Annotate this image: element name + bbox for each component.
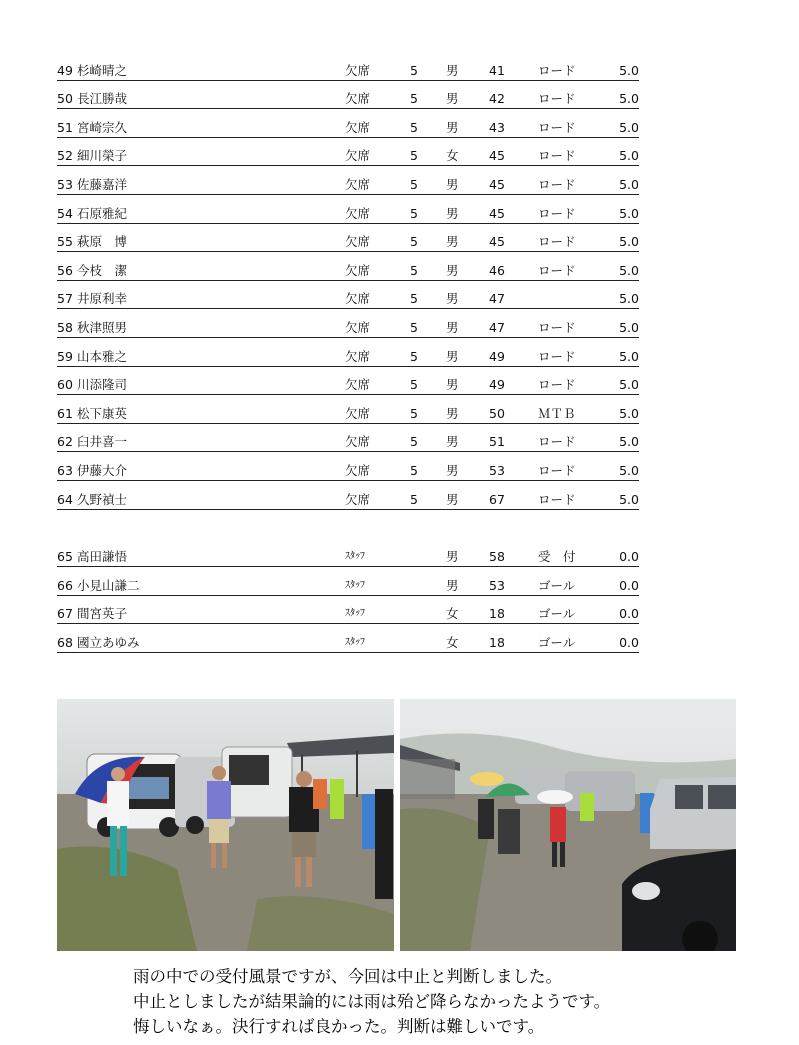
entry-distance: 5 [410,91,418,107]
table-row [57,138,639,167]
table-row [57,81,639,110]
entry-sex: 男 [446,491,459,507]
entry-name: 秋津照男 [77,319,128,335]
table-row [57,481,639,510]
entry-sex: 男 [446,176,459,192]
entry-status: 欠席 [345,434,371,450]
entry-distance: 5 [410,148,418,164]
entry-score: 0.0 [619,606,639,622]
entry-name: 小見山謙二 [77,577,140,593]
entry-status: 欠席 [345,291,371,307]
entry-number: 68 [57,634,73,650]
entry-score: 5.0 [619,62,639,78]
entry-name: 佐藤嘉洋 [77,176,128,192]
entry-status: 欠席 [345,176,371,192]
entry-number: 53 [57,176,73,192]
entry-score: 0.0 [619,634,639,650]
entry-status: ｽﾀｯﾌ [345,579,365,591]
entry-age: 45 [489,148,505,164]
entry-number: 64 [57,491,73,507]
entry-bike-type: ロード [538,148,576,164]
entry-status: 欠席 [345,462,371,478]
entry-age: 47 [489,291,505,307]
entry-bike-type: ロード [538,434,576,450]
reception-photo-left [57,699,394,951]
entry-bike-type: ロード [538,119,576,135]
photo-caption [133,964,610,1039]
entry-sex: 男 [446,577,459,593]
caption-line-1: 雨の中での受付風景ですが、今回は中止と判断しました。 [133,967,562,986]
photo-left-scene [57,699,394,951]
entry-sex: 女 [446,606,459,622]
entry-bike-type: ゴール [538,606,576,622]
entry-number: 55 [57,234,73,250]
table-row [57,252,639,281]
entry-age: 43 [489,119,505,135]
table-row [57,539,639,568]
entry-number: 62 [57,434,73,450]
entry-number: 63 [57,462,73,478]
entry-number: 50 [57,91,73,107]
entry-bike-type: ロード [538,377,576,393]
entry-sex: 男 [446,119,459,135]
table-row [57,452,639,481]
entry-score: 5.0 [619,262,639,278]
entry-number: 67 [57,606,73,622]
entry-score: 5.0 [619,377,639,393]
entry-name: 井原利幸 [77,291,128,307]
entry-name: 山本雅之 [77,348,128,364]
table-row [57,424,639,453]
entry-score: 0.0 [619,549,639,565]
entry-name: 宮崎宗久 [77,119,128,135]
entry-number: 52 [57,148,73,164]
entry-distance: 5 [410,176,418,192]
entry-sex: 男 [446,348,459,364]
entry-status: 欠席 [345,377,371,393]
caption-line-3: 悔しいなぁ。決行すれば良かった。判断は難しいです。 [133,1017,545,1036]
participant-table [57,52,639,653]
entry-score: 5.0 [619,291,639,307]
entry-status: 欠席 [345,405,371,421]
entry-bike-type: 受 付 [538,549,576,565]
table-row [57,338,639,367]
table-row [57,624,639,653]
entry-number: 51 [57,119,73,135]
table-row [57,52,639,81]
entry-sex: 男 [446,205,459,221]
entry-bike-type: ロード [538,205,576,221]
entry-status: ｽﾀｯﾌ [345,551,365,563]
entry-score: 5.0 [619,91,639,107]
entry-distance: 5 [410,119,418,135]
entry-status: 欠席 [345,491,371,507]
entry-name: 細川榮子 [77,148,128,164]
table-row [57,596,639,625]
entry-age: 53 [489,577,505,593]
entry-sex: 男 [446,62,459,78]
entry-bike-type: ロード [538,91,576,107]
entry-number: 61 [57,405,73,421]
entry-name: 國立あゆみ [77,634,140,650]
entry-distance: 5 [410,234,418,250]
entry-number: 59 [57,348,73,364]
entry-number: 60 [57,377,73,393]
entry-name: 川添隆司 [77,377,128,393]
entry-sex: 女 [446,634,459,650]
entry-name: 伊藤大介 [77,462,128,478]
entry-age: 47 [489,319,505,335]
entry-score: 5.0 [619,348,639,364]
entry-status: 欠席 [345,62,371,78]
entry-distance: 5 [410,291,418,307]
entry-status: 欠席 [345,91,371,107]
entry-name: 今枝 潔 [77,262,128,278]
entry-bike-type: ロード [538,176,576,192]
entry-distance: 5 [410,434,418,450]
entry-number: 58 [57,319,73,335]
entry-bike-type: ゴール [538,634,576,650]
entry-score: 5.0 [619,205,639,221]
entry-number: 57 [57,291,73,307]
entry-status: 欠席 [345,348,371,364]
entry-sex: 男 [446,262,459,278]
entry-score: 5.0 [619,234,639,250]
entry-distance: 5 [410,262,418,278]
entry-age: 41 [489,62,505,78]
entry-sex: 男 [446,405,459,421]
entry-name: 高田謙悟 [77,549,128,565]
entry-name: 萩原 博 [77,234,128,250]
entry-bike-type: ロード [538,319,576,335]
entry-age: 18 [489,606,505,622]
entry-sex: 男 [446,549,459,565]
entry-score: 5.0 [619,462,639,478]
entry-bike-type: ロード [538,462,576,478]
entry-score: 5.0 [619,434,639,450]
entry-age: 45 [489,176,505,192]
entry-status: 欠席 [345,148,371,164]
caption-line-2: 中止としましたが結果論的には雨は殆ど降らなかったようです。 [133,992,611,1011]
table-row [57,367,639,396]
entry-score: 0.0 [619,577,639,593]
entry-score: 5.0 [619,148,639,164]
entry-bike-type: ロード [538,234,576,250]
entry-distance: 5 [410,405,418,421]
entry-sex: 男 [446,319,459,335]
entry-age: 45 [489,234,505,250]
entry-number: 54 [57,205,73,221]
entry-status: 欠席 [345,205,371,221]
entry-age: 58 [489,549,505,565]
entry-sex: 男 [446,377,459,393]
table-row [57,281,639,310]
entry-sex: 男 [446,91,459,107]
entry-age: 42 [489,91,505,107]
table-row [57,395,639,424]
entry-status: 欠席 [345,262,371,278]
entry-sex: 男 [446,462,459,478]
entry-score: 5.0 [619,119,639,135]
entry-score: 5.0 [619,176,639,192]
entry-status: ｽﾀｯﾌ [345,636,365,648]
entry-distance: 5 [410,319,418,335]
entry-bike-type: ロード [538,491,576,507]
entry-bike-type: ゴール [538,577,576,593]
entry-number: 49 [57,62,73,78]
entry-sex: 女 [446,148,459,164]
entry-sex: 男 [446,234,459,250]
entry-age: 67 [489,491,505,507]
table-row [57,166,639,195]
entry-age: 45 [489,205,505,221]
participant-rows [57,52,639,510]
entry-name: 杉崎晴之 [77,62,128,78]
entry-distance: 5 [410,377,418,393]
entry-status: 欠席 [345,119,371,135]
entry-distance: 5 [410,491,418,507]
entry-bike-type: ＭＴＢ [538,405,576,421]
table-row [57,195,639,224]
table-row [57,109,639,138]
entry-name: 久野禎士 [77,491,128,507]
entry-age: 49 [489,377,505,393]
entry-status: 欠席 [345,234,371,250]
entry-score: 5.0 [619,319,639,335]
table-row [57,309,639,338]
table-row [57,567,639,596]
entry-status: 欠席 [345,319,371,335]
table-spacer [57,510,639,539]
entry-name: 長江勝哉 [77,91,128,107]
entry-score: 5.0 [619,491,639,507]
entry-distance: 5 [410,205,418,221]
table-row [57,224,639,253]
entry-bike-type: ロード [538,62,576,78]
entry-age: 50 [489,405,505,421]
entry-bike-type: ロード [538,262,576,278]
photo-right-scene [400,699,736,951]
entry-age: 18 [489,634,505,650]
entry-sex: 男 [446,434,459,450]
entry-sex: 男 [446,291,459,307]
entry-number: 66 [57,577,73,593]
entry-age: 53 [489,462,505,478]
entry-bike-type: ロード [538,348,576,364]
entry-name: 松下康英 [77,405,128,421]
entry-age: 49 [489,348,505,364]
entry-score: 5.0 [619,405,639,421]
entry-name: 石原雅紀 [77,205,128,221]
entry-age: 46 [489,262,505,278]
entry-number: 56 [57,262,73,278]
entry-status: ｽﾀｯﾌ [345,608,365,620]
entry-distance: 5 [410,462,418,478]
entry-distance: 5 [410,62,418,78]
staff-rows [57,539,639,653]
reception-photo-right [400,699,736,951]
entry-number: 65 [57,549,73,565]
entry-name: 臼井喜一 [77,434,128,450]
entry-distance: 5 [410,348,418,364]
entry-name: 間宮英子 [77,606,128,622]
entry-age: 51 [489,434,505,450]
